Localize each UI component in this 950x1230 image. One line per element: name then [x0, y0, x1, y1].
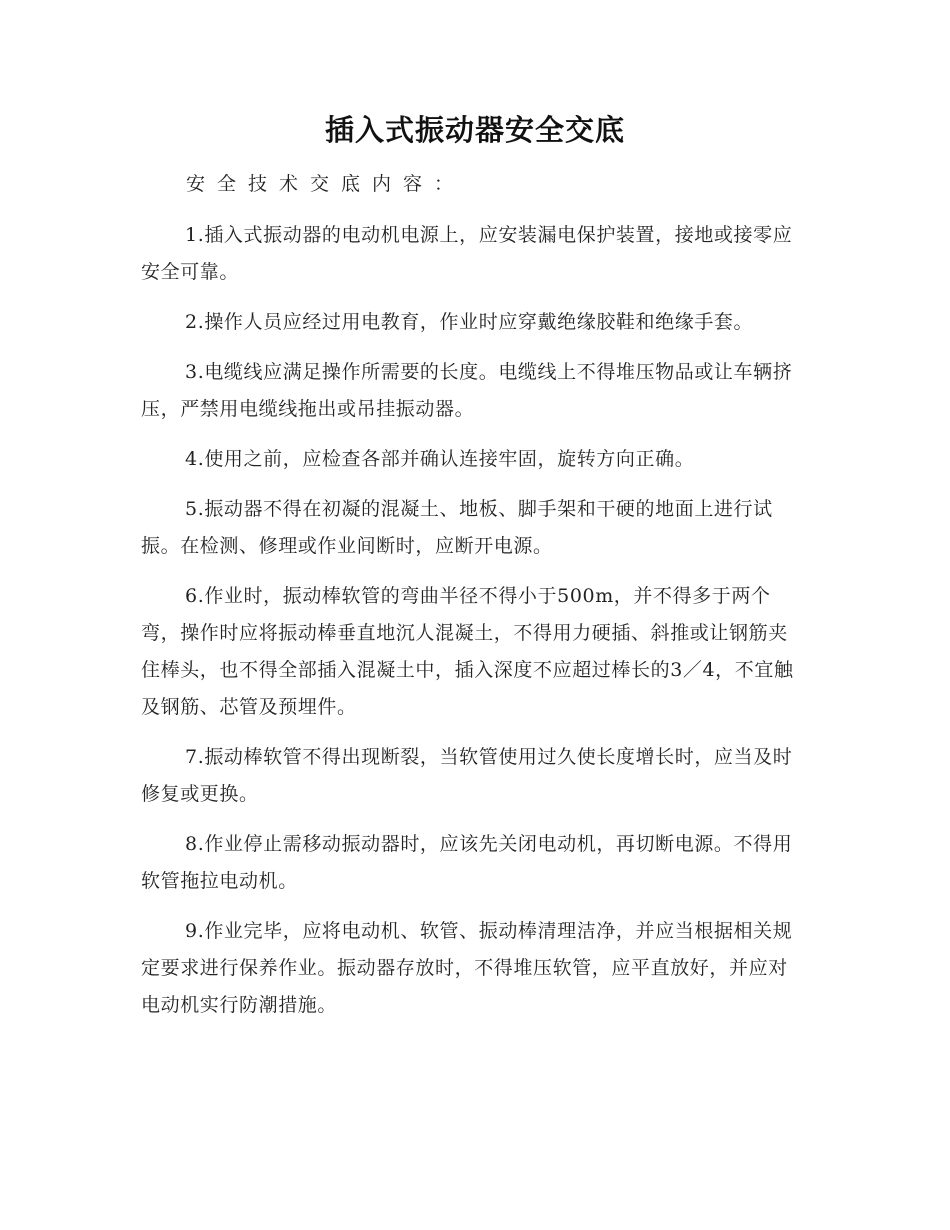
document-body [141, 217, 799, 1037]
paragraph-2: 2.操作人员应经过用电教育，作业时应穿戴绝缘胶鞋和绝缘手套。 [185, 311, 754, 333]
document-subtitle: 安全技术交底内容： [186, 173, 466, 195]
paragraph-3: 3.电缆线应满足操作所需要的长度。电缆线上不得堆压物品或让车辆挤压，严禁用电缆线拖出或吊挂振动器。 [141, 361, 793, 420]
paragraph-7: 7.振动棒软管不得出现断裂，当软管使用过久使长度增长时，应当及时修复或更换。 [141, 746, 793, 805]
paragraph-8: 8.作业停止需移动振动器时，应该先关闭电动机，再切断电源。不得用软管拖拉电动机。 [141, 833, 793, 892]
document-title: 插入式振动器安全交底 [324, 113, 625, 147]
paragraph-4: 4.使用之前，应检查各部并确认连接牢固，旋转方向正确。 [185, 448, 695, 470]
paragraph-1: 1.插入式振动器的电动机电源上，应安装漏电保护装置，接地或接零应安全可靠。 [141, 224, 793, 283]
paragraph-5: 5.振动器不得在初凝的混凝土、地板、脚手架和干硬的地面上进行试振。在检测、修理或作业间断时，应断开电源。 [141, 498, 773, 557]
paragraph-9: 9.作业完毕，应将电动机、软管、振动棒清理洁净，并应当根据相关规定要求进行保养作业。振动器存放时，不得堆压软管，应平直放好，并应对电动机实行防潮措施。 [141, 920, 793, 1016]
paragraph-6: 6.作业时，振动棒软管的弯曲半径不得小于500m，并不得多于两个弯，操作时应将振动棒垂直地沉人混凝土，不得用力硬插、斜推或让钢筋夹住棒头，也不得全部插入混凝土中，插入深度不应超过棒长的3／4，不宜触及钢筋、芯管及预埋件。 [141, 585, 794, 718]
